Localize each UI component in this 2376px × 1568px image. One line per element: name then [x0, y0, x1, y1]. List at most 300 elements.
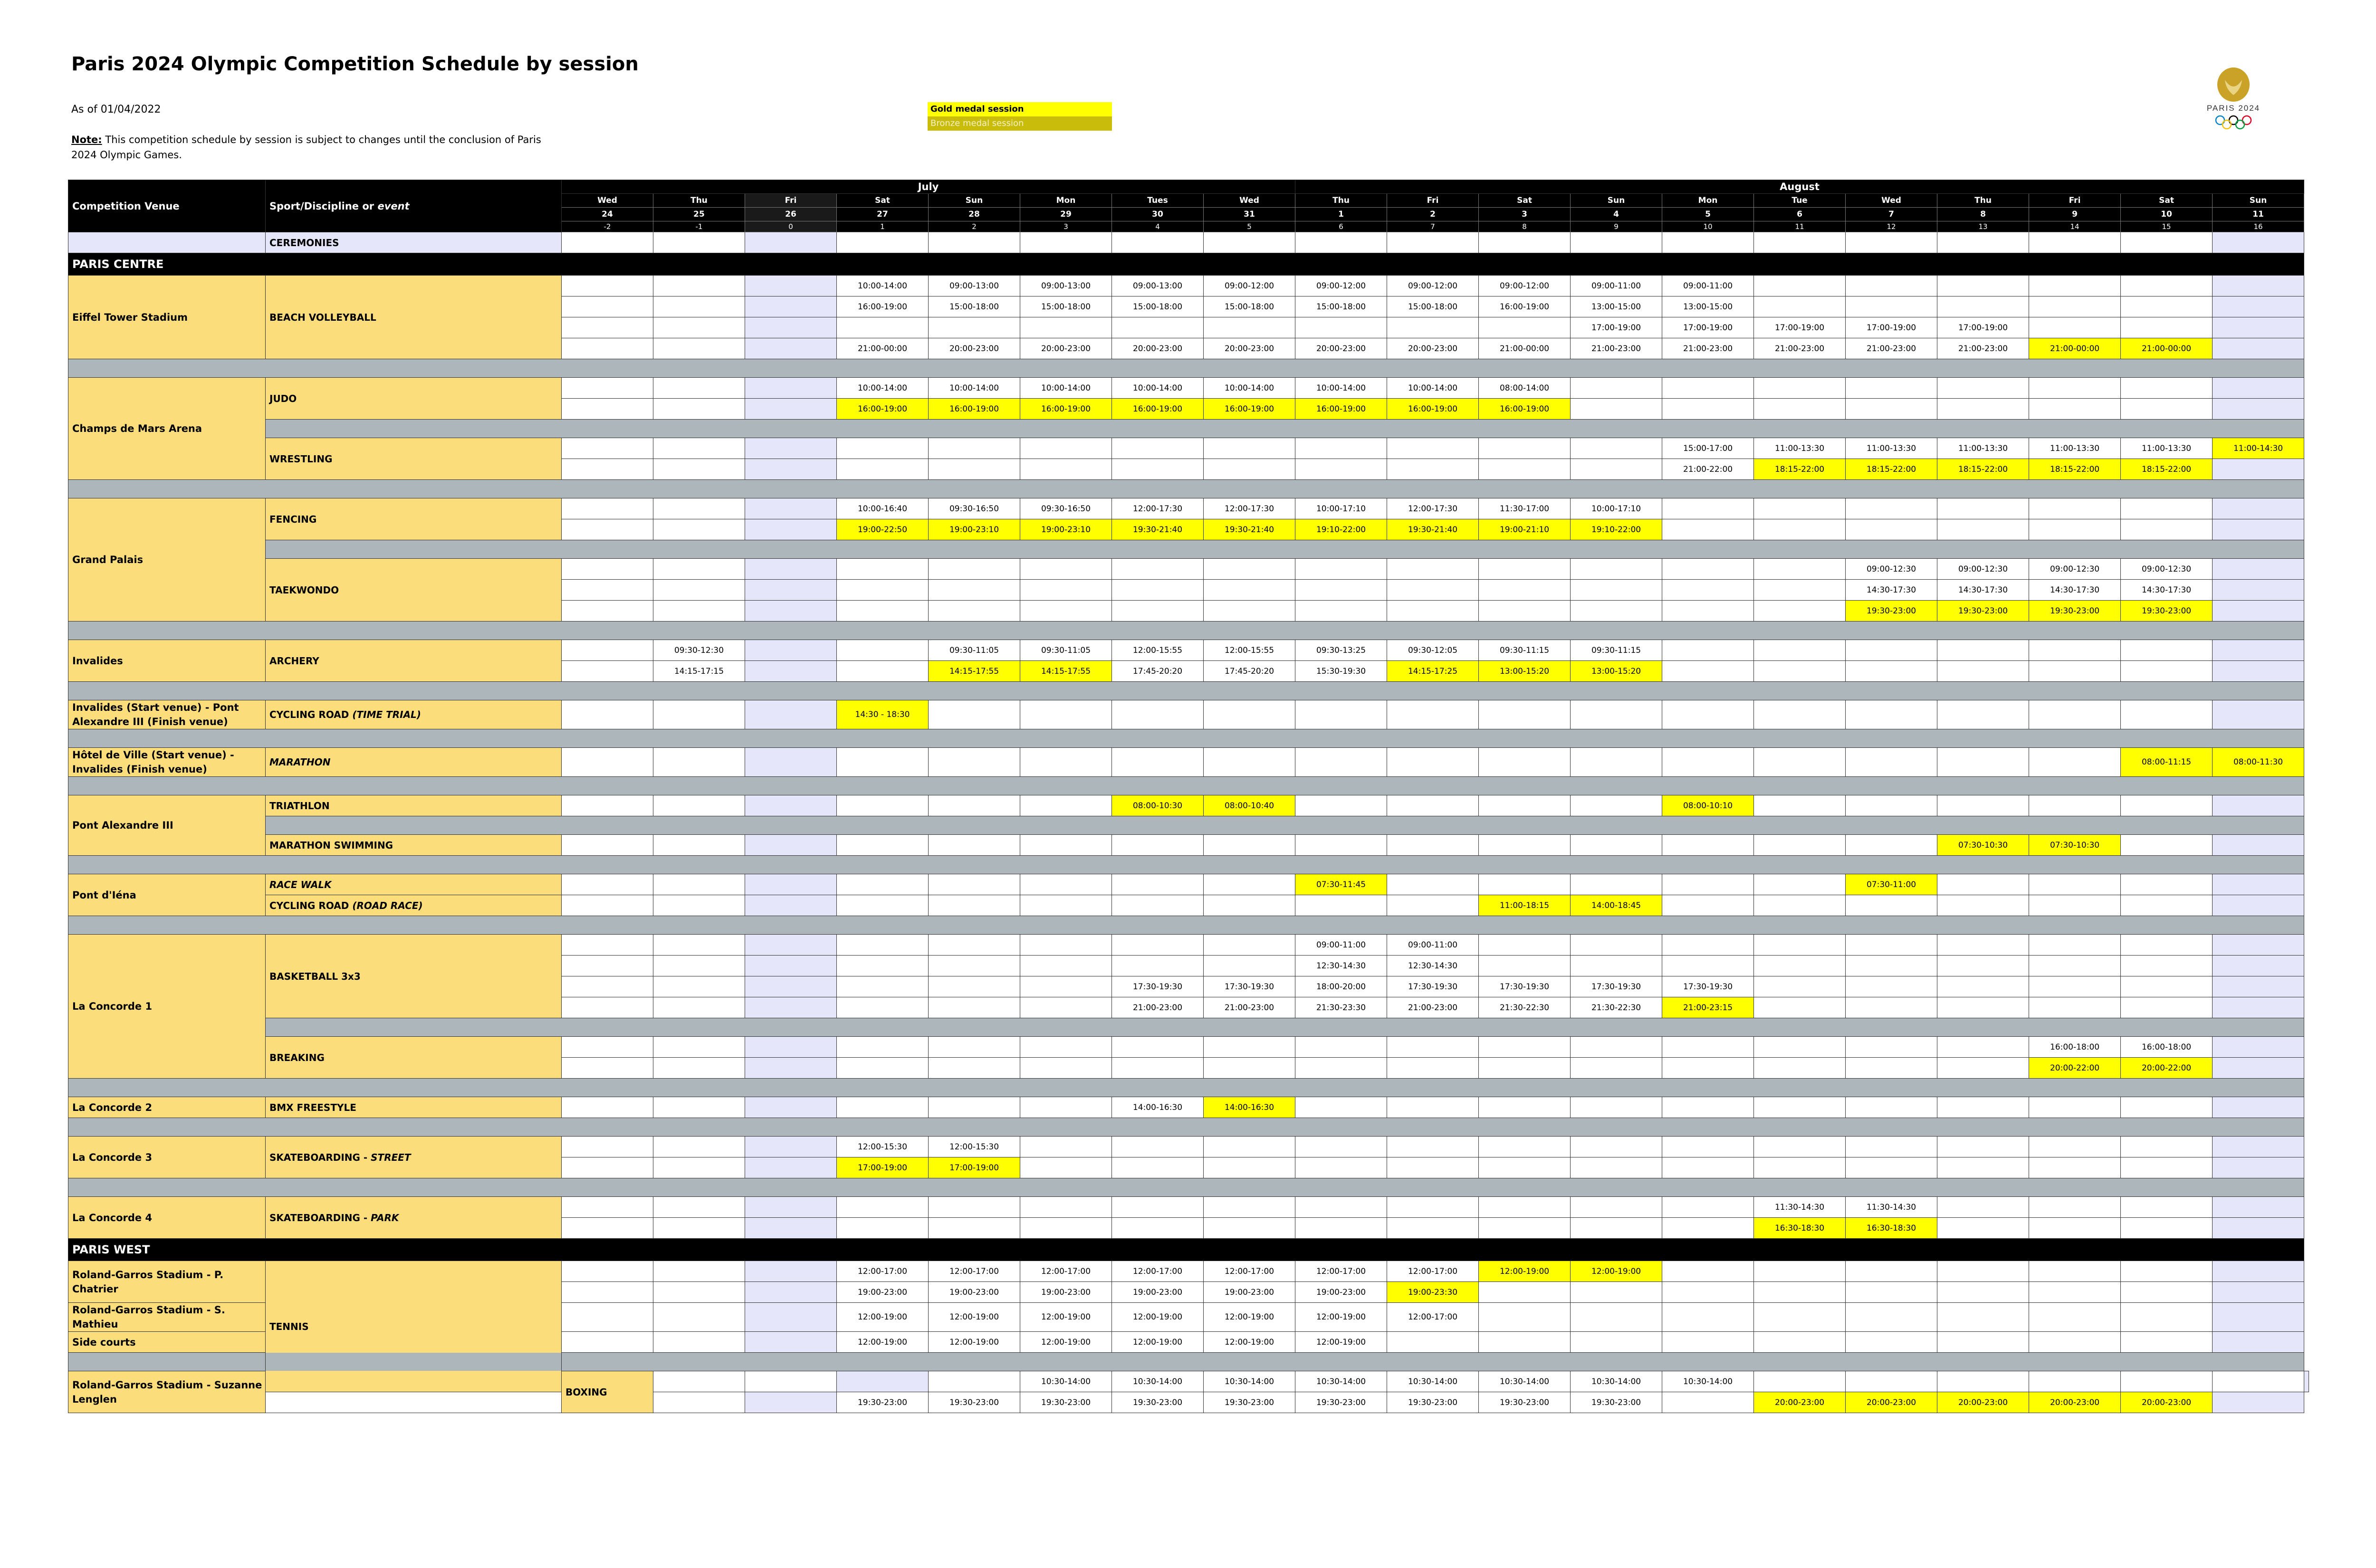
session-time: 14:30-17:30 [1937, 580, 2029, 601]
session-time: 07:30-10:30 [1937, 835, 2029, 856]
session-time: 12:00-15:55 [1112, 640, 1204, 661]
sport-label: FENCING [269, 513, 317, 525]
session-time [562, 1037, 653, 1058]
ceremony-day-cell [2029, 232, 2121, 253]
session-time: 19:30-23:00 [929, 1392, 1020, 1413]
session-time: 14:00-16:30 [1204, 1097, 1295, 1118]
session-time [2029, 317, 2121, 338]
session-time [1754, 296, 1846, 317]
session-time: 12:00-19:00 [1204, 1332, 1295, 1353]
session-time [837, 748, 929, 777]
session-time [653, 519, 745, 540]
session-time [1020, 997, 1112, 1018]
session-time [1662, 874, 1754, 895]
sport-label: TENNIS [269, 1320, 309, 1332]
session-time: 11:30-14:30 [1846, 1197, 1937, 1218]
session-time [2121, 1218, 2213, 1239]
session-time [2121, 1137, 2213, 1157]
header-weekday-cell: Sat [1479, 194, 1571, 208]
session-time [653, 1197, 745, 1218]
session-time: 17:45-20:20 [1204, 661, 1295, 682]
ceremony-day-cell [1754, 232, 1846, 253]
session-time [837, 795, 929, 816]
session-time [562, 438, 653, 459]
session-time [1662, 748, 1754, 777]
session-time [1754, 1037, 1846, 1058]
schedule-row [68, 1197, 2309, 1218]
session-time [1387, 1157, 1479, 1178]
sport-event: RACE WALK [269, 879, 332, 890]
session-time: 18:15-22:00 [2029, 459, 2121, 480]
session-time [1662, 956, 1754, 976]
session-time: 15:00-18:00 [1295, 296, 1387, 317]
header-date-cell: 27 [837, 208, 929, 221]
session-time: 19:30-21:40 [1204, 519, 1295, 540]
session-time: 17:30-19:30 [1204, 976, 1295, 997]
session-time [1479, 935, 1571, 956]
session-time: 15:00-18:00 [1387, 296, 1479, 317]
session-time: 18:15-22:00 [2121, 459, 2213, 480]
session-time [1020, 580, 1112, 601]
schedule-row [68, 895, 2309, 916]
ceremony-day-cell [1020, 232, 1112, 253]
session-time [1479, 795, 1571, 816]
session-time: 13:00-15:20 [1479, 661, 1571, 682]
session-time: 16:00-19:00 [1295, 399, 1387, 420]
sport-label: BMX FREESTYLE [269, 1101, 356, 1113]
session-time [1754, 1097, 1846, 1118]
session-time: 14:00-16:30 [1112, 1097, 1204, 1118]
session-time [1937, 1097, 2029, 1118]
session-time [1937, 640, 2029, 661]
session-time [653, 835, 745, 856]
session-time [1571, 795, 1662, 816]
sport-label: ARCHERY [269, 655, 319, 667]
session-time [2213, 1157, 2304, 1178]
session-time [653, 1137, 745, 1157]
session-time [653, 559, 745, 580]
venue-name: La Concorde 4 [68, 1197, 266, 1239]
session-time: 10:30-14:00 [1387, 1371, 1479, 1392]
header-date-cell: 8 [1937, 208, 2029, 221]
session-time [2029, 1282, 2121, 1303]
session-time [745, 1218, 837, 1239]
session-time: 17:30-19:30 [1571, 976, 1662, 997]
header-sport-discipline [266, 180, 562, 232]
session-time: 09:00-12:00 [1387, 276, 1479, 296]
session-time [837, 459, 929, 480]
session-time [2213, 399, 2304, 420]
session-time: 19:10-22:00 [1295, 519, 1387, 540]
session-time [2213, 1218, 2304, 1239]
session-time [1204, 956, 1295, 976]
region-header: PARIS CENTRE [68, 253, 2304, 276]
session-time: 17:00-19:00 [1571, 317, 1662, 338]
session-time: 09:30-13:25 [1295, 640, 1387, 661]
session-time [837, 1037, 929, 1058]
session-time [1479, 1332, 1571, 1353]
session-time [1937, 795, 2029, 816]
header-competition-day-cell: -2 [562, 221, 653, 232]
session-time [1937, 276, 2029, 296]
venue-name: Invalides [68, 640, 266, 682]
session-time [1937, 1332, 2029, 1353]
session-time [653, 1303, 745, 1332]
header-weekday-cell: Fri [1387, 194, 1479, 208]
venue-separator [68, 729, 2304, 748]
sport-separator [266, 1018, 2304, 1037]
session-time: 19:00-23:00 [929, 1282, 1020, 1303]
venue-name: La Concorde 2 [68, 1097, 266, 1118]
session-time [929, 317, 1020, 338]
session-time [2121, 399, 2213, 420]
session-time [1846, 276, 1937, 296]
session-time [1662, 1058, 1754, 1079]
session-time: 16:00-19:00 [1112, 399, 1204, 420]
header-competition-day-cell: 0 [745, 221, 837, 232]
session-time [653, 399, 745, 420]
header-competition-day-cell: 7 [1387, 221, 1479, 232]
session-time: 12:00-17:00 [1387, 1303, 1479, 1332]
session-time: 20:00-23:00 [929, 338, 1020, 359]
session-time: 21:00-23:00 [1387, 997, 1479, 1018]
session-time [1204, 559, 1295, 580]
session-time [745, 976, 837, 997]
session-time [2121, 835, 2213, 856]
session-time: 10:00-14:00 [837, 378, 929, 399]
session-time: 09:00-12:00 [1295, 276, 1387, 296]
session-time [1754, 601, 1846, 621]
session-time [1846, 661, 1937, 682]
session-time: 12:00-19:00 [1204, 1303, 1295, 1332]
session-time [2213, 640, 2304, 661]
session-time: 09:30-11:15 [1479, 640, 1571, 661]
session-time [2029, 1261, 2121, 1282]
session-time: 12:00-17:00 [1204, 1261, 1295, 1282]
sport-label: SKATEBOARDING - [269, 1151, 371, 1163]
session-time: 11:00-13:30 [1754, 438, 1846, 459]
session-time [562, 276, 653, 296]
session-time [1112, 559, 1204, 580]
session-time [2121, 1261, 2213, 1282]
session-time: 12:00-17:00 [929, 1261, 1020, 1282]
session-time [1112, 1137, 1204, 1157]
schedule-note [71, 132, 546, 163]
schedule-row [68, 856, 2309, 874]
session-time [2121, 378, 2213, 399]
session-time: 17:00-19:00 [929, 1157, 1020, 1178]
session-time [1479, 1137, 1571, 1157]
session-time [1295, 317, 1387, 338]
session-time: 11:00-13:30 [1937, 438, 2029, 459]
session-time [562, 338, 653, 359]
session-time [2029, 935, 2121, 956]
session-time [1204, 1157, 1295, 1178]
session-time [1295, 601, 1387, 621]
session-time [1754, 1303, 1846, 1332]
session-time: 17:00-19:00 [1754, 317, 1846, 338]
session-time [653, 317, 745, 338]
session-time [1295, 559, 1387, 580]
sport-label: JUDO [269, 392, 297, 404]
session-time: 12:00-17:00 [837, 1261, 929, 1282]
ceremony-day-cell [562, 232, 653, 253]
session-time [2121, 1332, 2213, 1353]
session-time: 09:00-11:00 [1571, 276, 1662, 296]
session-time: 20:00-22:00 [2029, 1058, 2121, 1079]
session-time: 12:00-19:00 [837, 1332, 929, 1353]
schedule-row [68, 1392, 2309, 1413]
session-time [1662, 1261, 1754, 1282]
session-time: 20:00-23:00 [1295, 338, 1387, 359]
session-time [929, 748, 1020, 777]
session-time [1846, 1282, 1937, 1303]
session-time: 16:00-18:00 [2029, 1037, 2121, 1058]
session-time: 09:30-12:30 [653, 640, 745, 661]
session-time [562, 1332, 653, 1353]
session-time: 08:00-10:10 [1662, 795, 1754, 816]
sport-name [562, 1371, 653, 1413]
session-time [1295, 580, 1387, 601]
session-time [1846, 956, 1937, 976]
ceremony-day-cell [1204, 232, 1295, 253]
session-time [1846, 640, 1937, 661]
session-time [2121, 276, 2213, 296]
venue-name: Roland-Garros Stadium - Suzanne Lenglen [68, 1371, 266, 1413]
session-time [1937, 935, 2029, 956]
session-time [1754, 559, 1846, 580]
session-time: 19:30-23:00 [2121, 601, 2213, 621]
venue-name: Invalides (Start venue) - Pont Alexandre III (Finish venue) [68, 700, 266, 729]
session-time [1571, 459, 1662, 480]
session-time: 19:30-23:00 [1204, 1392, 1295, 1413]
schedule-row [68, 874, 2309, 895]
session-time [745, 935, 837, 956]
session-time [2213, 519, 2304, 540]
session-time [1204, 1058, 1295, 1079]
session-time [2029, 1218, 2121, 1239]
session-time [1937, 1197, 2029, 1218]
header-month-july: July [562, 180, 1295, 194]
venue-separator [68, 480, 2304, 498]
session-time [1754, 1282, 1846, 1303]
session-time [745, 895, 837, 916]
schedule-row [68, 498, 2309, 519]
header-weekday-cell: Thu [1295, 194, 1387, 208]
header-weekday-cell: Fri [2029, 194, 2121, 208]
session-time: 09:00-12:30 [2029, 559, 2121, 580]
session-time: 14:30-17:30 [2029, 580, 2121, 601]
session-time [2029, 795, 2121, 816]
session-time [1754, 1332, 1846, 1353]
session-time [562, 498, 653, 519]
session-time [1571, 580, 1662, 601]
session-time [653, 438, 745, 459]
session-time [745, 1282, 837, 1303]
session-time [1479, 1197, 1571, 1218]
schedule-row [68, 1353, 2309, 1371]
session-time [2029, 895, 2121, 916]
session-time [837, 1058, 929, 1079]
session-time: 17:45-20:20 [1112, 661, 1204, 682]
session-time: 10:30-14:00 [1571, 1371, 1662, 1392]
header-weekday-cell: Tues [1112, 194, 1204, 208]
session-time [562, 1137, 653, 1157]
schedule-row [68, 700, 2309, 729]
session-time [2213, 1037, 2304, 1058]
venue-separator [68, 682, 2304, 700]
header-competition-day-cell: 8 [1479, 221, 1571, 232]
header-competition-day-cell: 15 [2121, 221, 2213, 232]
session-time [1754, 748, 1846, 777]
session-time [1662, 1197, 1754, 1218]
session-time [1479, 700, 1571, 729]
header-weekday-cell: Sat [2121, 194, 2213, 208]
session-time [929, 700, 1020, 729]
session-time [1020, 795, 1112, 816]
session-time [1662, 1218, 1754, 1239]
session-time [2213, 1261, 2304, 1282]
session-time [837, 956, 929, 976]
session-time [1662, 1303, 1754, 1332]
session-time [1387, 317, 1479, 338]
session-time [1479, 601, 1571, 621]
session-time [2213, 835, 2304, 856]
session-time [929, 559, 1020, 580]
session-time: 19:30-23:00 [1112, 1392, 1204, 1413]
competition-schedule-table [68, 180, 2309, 1413]
session-time [1846, 1058, 1937, 1079]
session-time [1571, 1218, 1662, 1239]
session-time: 20:00-23:00 [2029, 1392, 2121, 1413]
session-time [1479, 874, 1571, 895]
session-time [1846, 498, 1937, 519]
session-time [1387, 1037, 1479, 1058]
session-time [929, 580, 1020, 601]
session-time [1479, 1058, 1571, 1079]
header-date-cell: 11 [2213, 208, 2304, 221]
session-time [1387, 559, 1479, 580]
session-time [562, 835, 653, 856]
session-time [1112, 874, 1204, 895]
session-time: 17:30-19:30 [1112, 976, 1204, 997]
sport-name [266, 1197, 562, 1239]
session-time [1020, 874, 1112, 895]
session-time: 12:00-17:00 [1020, 1261, 1112, 1282]
session-time: 20:00-23:00 [1937, 1392, 2029, 1413]
session-time [1204, 835, 1295, 856]
session-time [2213, 997, 2304, 1018]
session-time [562, 1097, 653, 1118]
ceremony-day-cell [1937, 232, 2029, 253]
session-time [2121, 1157, 2213, 1178]
session-time: 16:00-18:00 [2121, 1037, 2213, 1058]
session-time: 21:00-00:00 [2121, 338, 2213, 359]
session-time [1846, 1157, 1937, 1178]
schedule-row [68, 640, 2309, 661]
sport-label: WRESTLING [269, 453, 333, 465]
session-time [562, 601, 653, 621]
header-sport-event: event [377, 200, 410, 212]
session-time [1204, 1137, 1295, 1157]
session-time [1479, 1157, 1571, 1178]
session-time [1295, 1037, 1387, 1058]
session-time: 14:15-17:25 [1387, 661, 1479, 682]
session-time [1662, 935, 1754, 956]
header-date-cell: 29 [1020, 208, 1112, 221]
session-time [1571, 874, 1662, 895]
session-time [1112, 700, 1204, 729]
session-time [653, 498, 745, 519]
session-time [1020, 1097, 1112, 1118]
session-time [1204, 438, 1295, 459]
header-weekday-cell: Mon [1662, 194, 1754, 208]
sport-separator [266, 816, 2304, 835]
session-time [562, 519, 653, 540]
header-date-cell: 5 [1662, 208, 1754, 221]
header-competition-day-cell: 3 [1020, 221, 1112, 232]
session-time [1937, 519, 2029, 540]
session-time: 20:00-22:00 [2121, 1058, 2213, 1079]
session-time [745, 438, 837, 459]
page-title: Paris 2024 Olympic Competition Schedule by session [71, 53, 639, 75]
schedule-row [68, 359, 2309, 378]
session-time: 14:30-17:30 [2121, 580, 2213, 601]
session-time: 09:00-13:00 [1112, 276, 1204, 296]
session-time [1020, 1137, 1112, 1157]
session-time [1662, 399, 1754, 420]
session-time [837, 317, 929, 338]
sport-name [266, 748, 562, 777]
ceremony-day-cell [1479, 232, 1571, 253]
session-time [745, 1058, 837, 1079]
session-time: 12:00-15:30 [837, 1137, 929, 1157]
session-time [1112, 459, 1204, 480]
session-time [653, 795, 745, 816]
session-time [1204, 1197, 1295, 1218]
session-time [2213, 895, 2304, 916]
session-time [1937, 1058, 2029, 1079]
session-time [1571, 748, 1662, 777]
sport-name [266, 498, 562, 540]
header-date-cell: 1 [1295, 208, 1387, 221]
session-time [1571, 1282, 1662, 1303]
session-time: 08:00-14:00 [1479, 378, 1571, 399]
session-time: 11:00-13:30 [2029, 438, 2121, 459]
session-time: 10:30-14:00 [1020, 1371, 1112, 1392]
session-time [745, 795, 837, 816]
session-time [1020, 438, 1112, 459]
venue-separator [68, 856, 2304, 874]
session-time: 13:00-15:20 [1571, 661, 1662, 682]
header-date-cell: 10 [2121, 208, 2213, 221]
session-time: 10:00-17:10 [1295, 498, 1387, 519]
header-date-cell: 6 [1754, 208, 1846, 221]
sport-separator [266, 420, 2304, 438]
session-time [1020, 317, 1112, 338]
session-time [1479, 1303, 1571, 1332]
session-time [837, 438, 929, 459]
session-time [929, 997, 1020, 1018]
session-time: 10:00-14:00 [1112, 378, 1204, 399]
session-time: 19:30-21:40 [1112, 519, 1204, 540]
session-time [1846, 399, 1937, 420]
session-time: 16:00-19:00 [837, 296, 929, 317]
session-time [837, 835, 929, 856]
session-time [929, 1371, 1020, 1392]
schedule-row [68, 1261, 2309, 1282]
schedule-row [68, 276, 2309, 296]
